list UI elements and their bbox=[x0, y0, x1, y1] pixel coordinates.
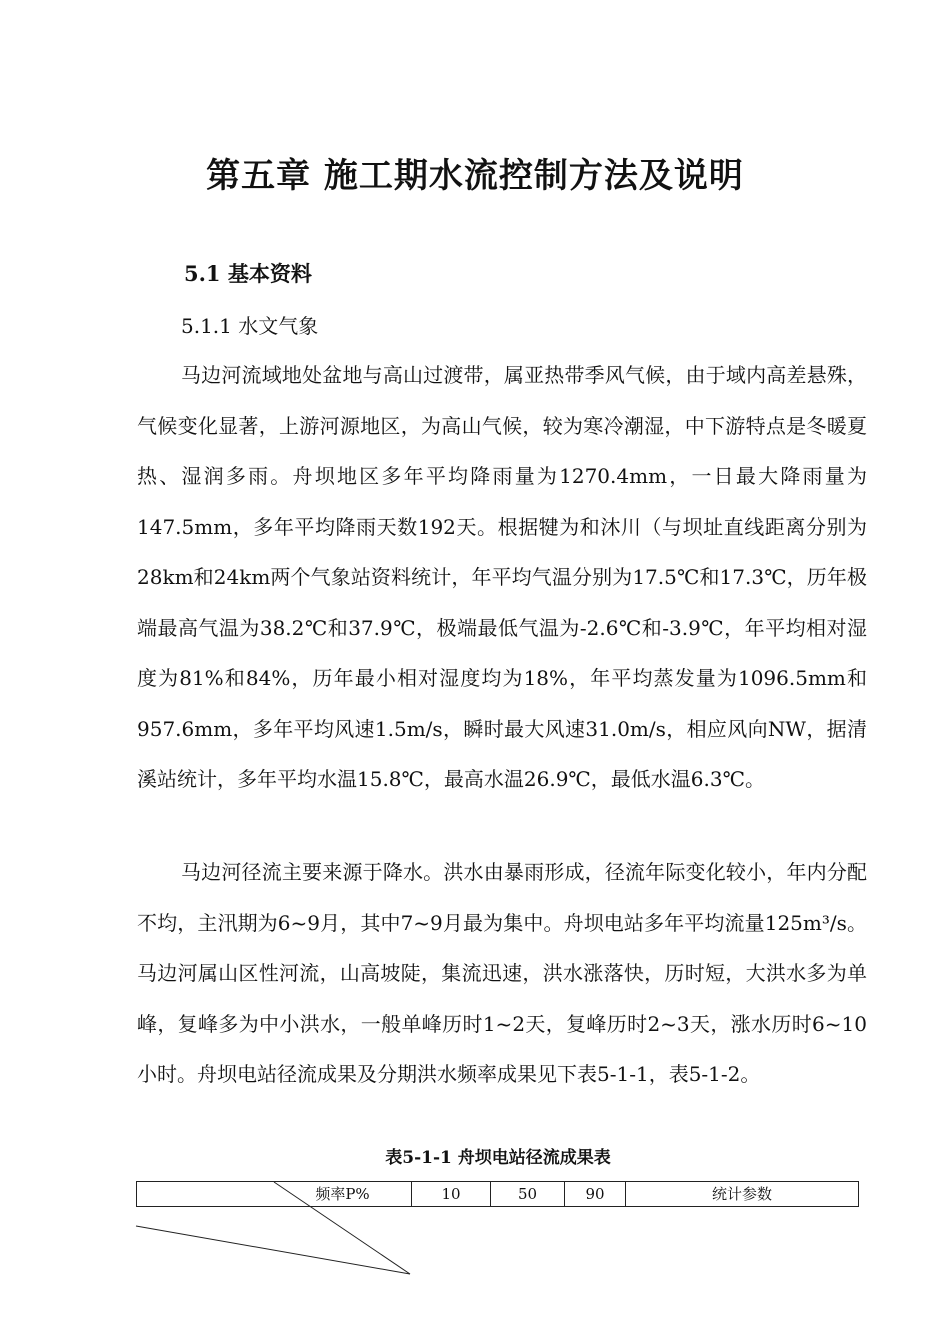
table-header-col: 50 bbox=[490, 1182, 564, 1206]
table-header-stats: 统计参数 bbox=[625, 1182, 858, 1206]
section-heading: 5.1 基本资料 bbox=[184, 261, 312, 286]
table-header-col: 10 bbox=[411, 1182, 490, 1206]
table-caption: 表5-1-1 舟坝电站径流成果表 bbox=[385, 1148, 611, 1168]
subsection-heading: 5.1.1 水文气象 bbox=[181, 314, 319, 338]
chapter-title: 第五章 施工期水流控制方法及说明 bbox=[206, 156, 744, 196]
paragraph-text: 马边河径流主要来源于降水。洪水由暴雨形成，径流年际变化较小，年内分配不均，主汛期为6~9月，其中7~9月最为集中。舟坝电站多年平均流量125m³/s。马边河属山区性河流，山高坡陡，集流迅速，洪水涨落快，历时短，大洪水多为单峰，复峰多为中小洪水，一般单峰历时1~2天，复峰历时2~3天，涨水历时6~10小时。舟坝电站径流成果及分期洪水频率成果见下表5-1-1，表5-1-2。 bbox=[137, 860, 867, 1086]
table-header-frequency: 频率P% bbox=[315, 1185, 370, 1203]
table-header-col: 90 bbox=[564, 1182, 625, 1206]
paragraph-text: 马边河流域地处盆地与高山过渡带，属亚热带季风气候，由于域内高差悬殊，气候变化显著，上游河源地区，为高山气候，较为寒冷潮湿，中下游特点是冬暖夏热、湿润多雨。舟坝地区多年平均降雨量为1270.4mm，一日最大降雨量为147.5mm，多年平均降雨天数192天。根据犍为和沐川（与坝址直线距离分别为28km和24km两个气象站资料统计，年平均气温分别为17.5℃和17.3℃，历年极端最高气温为38.2℃和37.9℃，极端最低气温为-2.6℃和-3.9℃，年平均相对湿度为81%和84%，历年最小相对湿度均为18%，年平均蒸发量为1096.5mm和957.6mm，多年平均风速1.5m/s，瞬时最大风速31.0m/s，相应风向NW，据清溪站统计，多年平均水温15.8℃，最高水温26.9℃，最低水温6.3℃。 bbox=[137, 363, 867, 791]
